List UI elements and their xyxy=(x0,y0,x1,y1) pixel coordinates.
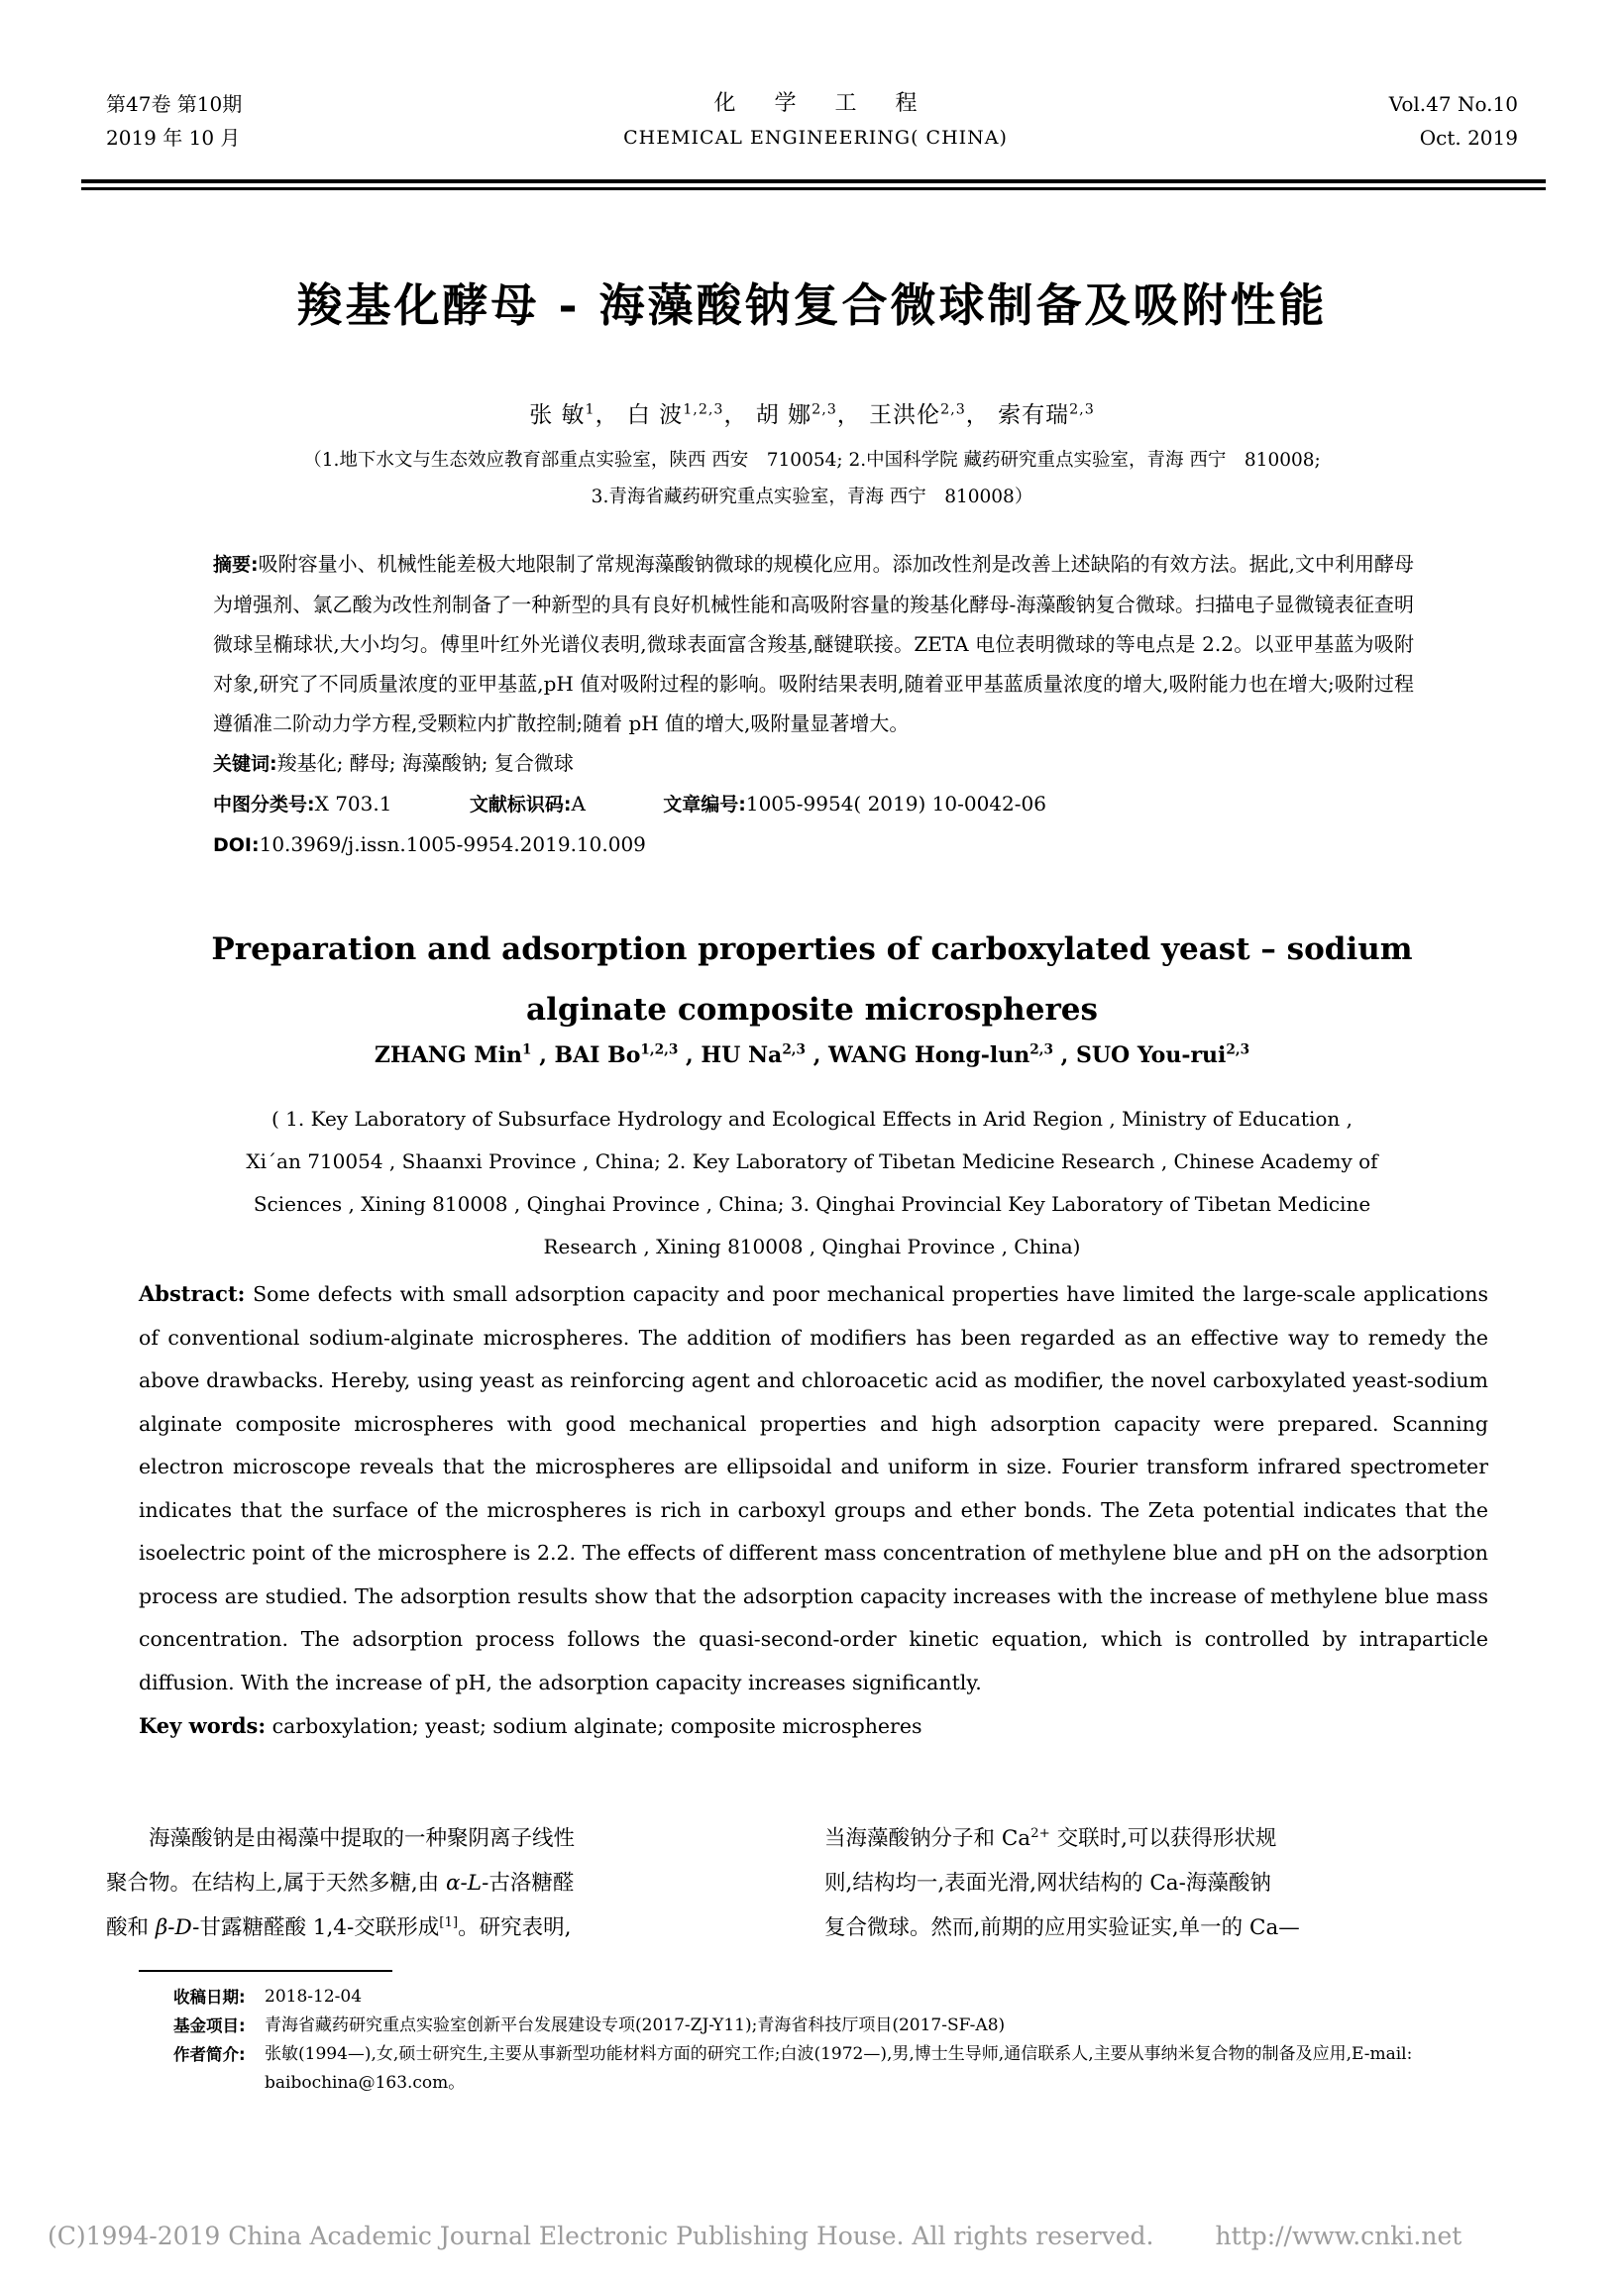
body-line: 复合微球。然而,前期的应用实验证实,单一的 Ca— xyxy=(824,1915,1300,1940)
abstract-en-block xyxy=(139,1272,1488,1749)
doc-code-item xyxy=(470,784,586,824)
keywords-en-text: carboxylation; yeast; sodium alginate; composite microspheres xyxy=(266,1714,922,1738)
affiliation-zh-line1: （1.地下水文与生态效应教育部重点实验室，陕西 西安 710054; 2.中国科学院 藏药研究重点实验室，青海 西宁 810008; xyxy=(303,450,1321,471)
footnotes xyxy=(173,1983,1491,2098)
bio-text: 张敏(1994—),女,硕士研究生,主要从事新型功能材料方面的研究工作;白波(1972—),男,博士生导师,通信联系人,主要从事纳米复合物的制备及应用,E-mail: baibochina@163.com。 xyxy=(265,2044,1413,2093)
body-line: 海藻酸钠是由褐藻中提取的一种聚阴离子线性 xyxy=(106,1826,576,1851)
received-text: 2018-12-04 xyxy=(265,1987,363,2007)
footnote-bio xyxy=(173,2040,1491,2098)
body-right-column xyxy=(824,1816,1526,1950)
affiliation-en-line4: Research , Xining 810008 , Qinghai Province , China) xyxy=(543,1235,1081,1258)
article-title-en xyxy=(0,920,1624,1040)
received-label: 收稿日期: xyxy=(173,1988,246,2007)
body-line: 则,结构均一,表面光滑,网状结构的 Ca-海藻酸钠 xyxy=(824,1871,1271,1896)
abstract-zh-text: 吸附容量小、机械性能差极大地限制了常规海藻酸钠微球的规模化应用。添加改性剂是改善上述缺陷的有效方法。据此,文中利用酵母为增强剂、氯乙酸为改性剂制备了一种新型的具有良好机械性能和高吸附容量的羧基化酵母-海藻酸钠复合微球。扫描电子显微镜表征查明微球呈椭球状,大小均匀。傅里叶红外光谱仪表明,微球表面富含羧基,醚键联接。ZETA 电位表明微球的等电点是 2.2。以亚甲基蓝为吸附对象,研究了不同质量浓度的亚甲基蓝,pH 值对吸附过程的影响。吸附结果表明,随着亚甲基蓝质量浓度的增大,吸附能力也在增大;吸附过程遵循准二阶动力学方程,受颗粒内扩散控制;随着 pH 值的增大,吸附量显著增大。 xyxy=(213,552,1414,735)
affiliations-zh xyxy=(0,442,1624,515)
footnote-funding xyxy=(173,2012,1491,2040)
cnki-url: http://www.cnki.net xyxy=(1215,2222,1462,2250)
funding-text: 青海省藏药研究重点实验室创新平台发展建设专项(2017-ZJ-Y11);青海省科技厅项目(2017-SF-A8) xyxy=(265,2015,1006,2035)
keywords-zh-label: 关键词: xyxy=(213,753,277,775)
journal-header xyxy=(106,87,1518,155)
journal-title-en: CHEMICAL ENGINEERING( CHINA) xyxy=(623,127,1008,149)
abstract-zh xyxy=(213,544,1414,743)
body-line: 当海藻酸钠分子和 $Ca^{2+}$ 交联时,可以获得形状规 xyxy=(824,1825,1277,1851)
affiliation-en-line2: Xi´an 710054 , Shaanxi Province , China; 2. Key Laboratory of Tibetan Medicine Research , Chinese Academy of xyxy=(246,1149,1378,1173)
bio-label: 作者简介: xyxy=(173,2045,246,2064)
body-line: 聚合物。在结构上,属于天然多糖,由 α-L-古洛糖醛 xyxy=(106,1871,575,1896)
footnote-rule xyxy=(139,1970,392,1972)
doc-code-label: 文献标识码: xyxy=(469,794,572,816)
article-no-value: 1005-9954( 2019) 10-0042-06 xyxy=(745,792,1046,816)
clc-item xyxy=(213,784,391,824)
volume-issue-zh: 第47卷 第10期 xyxy=(106,92,243,116)
doi-value: 10.3969/j.issn.1005-9954.2019.10.009 xyxy=(259,832,646,856)
affiliation-zh-line2: 3.青海省藏药研究重点实验室，青海 西宁 810008） xyxy=(591,487,1033,507)
date-en: Oct. 2019 xyxy=(1419,126,1518,150)
article-title-en-line2: alginate composite microspheres xyxy=(526,992,1098,1028)
keywords-zh xyxy=(213,743,1414,784)
header-double-rule xyxy=(81,179,1546,190)
abstract-zh-block xyxy=(213,544,1414,865)
doi-label: DOI: xyxy=(213,834,260,856)
article-title-zh: 羧基化酵母 - 海藻酸钠复合微球制备及吸附性能 xyxy=(296,278,1328,332)
copyright-text: (C)1994-2019 China Academic Journal Electronic Publishing House. All rights reserved. xyxy=(48,2222,1154,2250)
body-line: 酸和 β-D-甘露糖醛酸 1,4-交联形成[1]。研究表明, xyxy=(106,1914,572,1940)
clc-value: X 703.1 xyxy=(314,792,392,816)
doc-code-value: A xyxy=(571,792,586,816)
abstract-zh-label: 摘要: xyxy=(213,554,259,576)
volume-issue-en: Vol.47 No.10 xyxy=(1388,92,1518,116)
affiliation-en-line3: Sciences , Xining 810008 , Qinghai Province , China; 3. Qinghai Provincial Key Laboratory of Tibetan Medicine xyxy=(253,1192,1371,1216)
funding-label: 基金项目: xyxy=(173,2016,246,2035)
abstract-en-label: Abstract: xyxy=(139,1281,246,1306)
affiliations-en xyxy=(0,1098,1624,1268)
abstract-en-text: Some defects with small adsorption capacity and poor mechanical properties have limited the large-scale applications of conventional sodium-alginate microspheres. The addition of modifiers has been regarded as an effective way to remedy the above drawbacks. Hereby, using yeast as reinforcing agent and chloroacetic acid as modifier, the novel carboxylated yeast-sodium alginate composite microspheres with good mechanical properties and high adsorption capacity were prepared. Scanning electron microscope reveals that the microspheres are ellipsoidal and uniform in size. Fourier transform infrared spectrometer indicates that the surface of the microspheres is rich in carboxyl groups and ether bonds. The Zeta potential indicates that the isoelectric point of the microsphere is 2.2. The effects of different mass concentration of methylene blue and pH on the adsorption process are studied. The adsorption results show that the adsorption capacity increases with the increase of methylene blue mass concentration. The adsorption process follows the quasi-second-order kinetic equation, which is controlled by intraparticle diffusion. With the increase of pH, the adsorption capacity increases significantly. xyxy=(139,1282,1488,1694)
copyright-line xyxy=(48,2222,1573,2250)
keywords-en xyxy=(139,1704,1488,1749)
body-left-column xyxy=(106,1816,814,1950)
header-left xyxy=(106,87,242,155)
footnote-received xyxy=(173,1983,1491,2012)
header-center xyxy=(623,87,1008,155)
keywords-en-label: Key words: xyxy=(139,1713,267,1738)
keywords-zh-text: 羧基化; 酵母; 海藻酸钠; 复合微球 xyxy=(276,751,574,775)
article-title-en-line1: Preparation and adsorption properties of carboxylated yeast – sodium xyxy=(211,931,1413,967)
header-right xyxy=(1389,87,1518,155)
doi-row xyxy=(213,824,1414,865)
journal-title-zh: 化 学 工 程 xyxy=(713,91,933,116)
abstract-en xyxy=(139,1272,1488,1704)
affiliation-en-line1: ( 1. Key Laboratory of Subsurface Hydrology and Ecological Effects in Arid Region , Ministry of Education , xyxy=(271,1107,1353,1131)
meta-row xyxy=(213,784,1414,824)
authors-en: ZHANG Min$^1$ , BAI Bo$^{1,2,3}$ , HU Na$^{2,3}$ , WANG Hong-lun$^{2,3}$ , SUO You-rui$^{2,3}$ xyxy=(374,1041,1250,1068)
article-no-item xyxy=(663,784,1046,824)
clc-label: 中图分类号: xyxy=(213,794,315,816)
article-no-label: 文章编号: xyxy=(663,794,746,816)
authors-zh: 张 敏$^1$， 白 波$^{1,2,3}$， 胡 娜$^{2,3}$， 王洪伦$^{2,3}$， 索有瑞$^{2,3}$ xyxy=(529,401,1095,428)
date-zh: 2019 年 10 月 xyxy=(106,126,241,150)
